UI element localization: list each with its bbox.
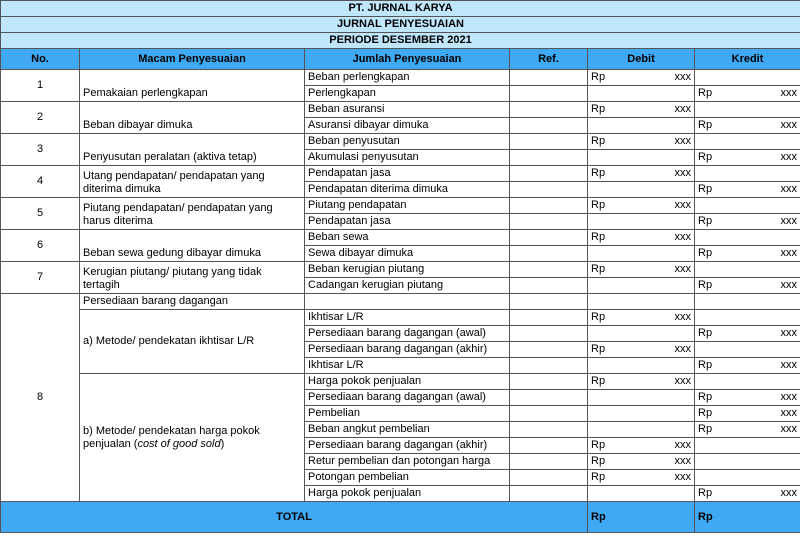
kredit-cell (695, 422, 800, 438)
account-name: Retur pembelian dan potongan harga (305, 454, 510, 470)
amount-placeholder: xxx (780, 279, 798, 291)
kredit-cell (695, 118, 800, 134)
amount-placeholder: xxx (780, 423, 798, 435)
kredit-cell (695, 230, 800, 246)
debit-cell (588, 310, 695, 326)
debit-cell (588, 214, 695, 230)
adjustment-type: Beban dibayar dimuka (80, 102, 305, 134)
kredit-cell (695, 182, 800, 198)
amount-placeholder: xxx (780, 151, 798, 163)
account-name: Beban kerugian piutang (305, 262, 510, 278)
method-text: b) Metode/ pendekatan harga pokok penjualan ( (83, 424, 260, 450)
account-name: Pendapatan jasa (305, 166, 510, 182)
amount-placeholder: xxx (780, 247, 798, 259)
currency-label: Rp (591, 199, 606, 211)
ref-cell (510, 294, 588, 310)
currency-label: Rp (591, 375, 606, 387)
ref-cell (510, 70, 588, 86)
entry-number: 3 (1, 134, 80, 166)
currency-label: Rp (591, 439, 606, 451)
kredit-cell (695, 438, 800, 454)
debit-cell (588, 230, 695, 246)
ref-cell (510, 358, 588, 374)
adjustment-type: Beban sewa gedung dibayar dimuka (80, 230, 305, 262)
table-row (1, 374, 800, 390)
debit-cell (588, 182, 695, 198)
amount-placeholder: xxx (674, 167, 691, 179)
entry-number: 5 (1, 198, 80, 230)
kredit-cell (695, 454, 800, 470)
adjustment-type: Kerugian piutang/ piutang yang tidak tertagih (80, 262, 305, 294)
amount-placeholder: xxx (780, 359, 798, 371)
currency-label: Rp (591, 167, 606, 179)
amount-placeholder: xxx (780, 215, 798, 227)
debit-cell (588, 278, 695, 294)
debit-cell (588, 486, 695, 502)
account-name: Pembelian (305, 406, 510, 422)
currency-label: Rp (698, 279, 713, 291)
amount-placeholder: xxx (780, 391, 798, 403)
ref-cell (510, 342, 588, 358)
debit-cell (588, 358, 695, 374)
currency-label: Rp (591, 471, 606, 483)
ref-cell (510, 166, 588, 182)
adjustment-type: Piutang pendapatan/ pendapatan yang harus diterima (80, 198, 305, 230)
kredit-cell (695, 134, 800, 150)
amount-placeholder: xxx (674, 231, 691, 243)
ref-cell (510, 198, 588, 214)
ref-cell (510, 230, 588, 246)
entry-number: 1 (1, 70, 80, 102)
ref-cell (510, 278, 588, 294)
account-name: Pendapatan jasa (305, 214, 510, 230)
kredit-cell (695, 278, 800, 294)
account-name: Harga pokok penjualan (305, 486, 510, 502)
debit-cell (588, 374, 695, 390)
kredit-cell (695, 102, 800, 118)
kredit-cell (695, 310, 800, 326)
currency-label: Rp (591, 311, 606, 323)
kredit-cell (695, 262, 800, 278)
ref-cell (510, 390, 588, 406)
ref-cell (510, 310, 588, 326)
adjustment-type: Utang pendapatan/ pendapatan yang diterima dimuka (80, 166, 305, 198)
currency-label: Rp (591, 103, 606, 115)
header-ref: Ref. (510, 49, 588, 70)
account-name: Persediaan barang dagangan (akhir) (305, 438, 510, 454)
kredit-cell (695, 326, 800, 342)
currency-label: Rp (698, 215, 713, 227)
debit-cell (588, 454, 695, 470)
ref-cell (510, 214, 588, 230)
account-name: Cadangan kerugian piutang (305, 278, 510, 294)
amount-placeholder: xxx (674, 343, 691, 355)
kredit-cell (695, 198, 800, 214)
table-row (1, 70, 800, 86)
debit-cell (588, 390, 695, 406)
method-label (80, 374, 305, 502)
debit-cell (588, 166, 695, 182)
currency-label: Rp (698, 183, 713, 195)
account-name: Sewa dibayar dimuka (305, 246, 510, 262)
method-label (80, 310, 305, 374)
journal-title: JURNAL PENYESUAIAN (1, 17, 800, 33)
amount-placeholder: xxx (780, 119, 798, 131)
table-row (1, 198, 800, 214)
account-name: Beban asuransi (305, 102, 510, 118)
ref-cell (510, 438, 588, 454)
currency-label: Rp (591, 231, 606, 243)
currency-label: Rp (698, 247, 713, 259)
currency-label: Rp (698, 407, 713, 419)
adjustment-type: Penyusutan peralatan (aktiva tetap) (80, 134, 305, 166)
kredit-cell (695, 342, 800, 358)
currency-label: Rp (698, 87, 713, 99)
kredit-cell (695, 406, 800, 422)
debit-cell (588, 198, 695, 214)
entry-number: 4 (1, 166, 80, 198)
method-term: cost of good sold (137, 437, 221, 450)
ref-cell (510, 422, 588, 438)
amount-placeholder: xxx (674, 471, 691, 483)
debit-cell (588, 438, 695, 454)
account-name: Piutang pendapatan (305, 198, 510, 214)
table-row (1, 294, 800, 310)
ref-cell (510, 150, 588, 166)
kredit-cell (695, 86, 800, 102)
debit-cell (588, 102, 695, 118)
account-name: Asuransi dibayar dimuka (305, 118, 510, 134)
debit-cell (588, 150, 695, 166)
adjustment-type: Persediaan barang dagangan (80, 294, 305, 310)
kredit-cell (695, 214, 800, 230)
header-no: No. (1, 49, 80, 70)
debit-cell (588, 246, 695, 262)
table-row (1, 310, 800, 326)
kredit-cell (695, 486, 800, 502)
amount-placeholder: xxx (780, 327, 798, 339)
debit-cell (588, 86, 695, 102)
total-label: TOTAL (1, 502, 588, 533)
account-name: Akumulasi penyusutan (305, 150, 510, 166)
ref-cell (510, 118, 588, 134)
table-row (1, 166, 800, 182)
kredit-cell (695, 150, 800, 166)
kredit-cell (695, 374, 800, 390)
ref-cell (510, 86, 588, 102)
account-name (305, 294, 510, 310)
kredit-cell (695, 294, 800, 310)
ref-cell (510, 374, 588, 390)
total-kredit: Rp (695, 502, 800, 533)
amount-placeholder: xxx (674, 103, 691, 115)
entry-number: 7 (1, 262, 80, 294)
header-jumlah: Jumlah Penyesuaian (305, 49, 510, 70)
amount-placeholder: xxx (674, 71, 691, 83)
ref-cell (510, 406, 588, 422)
total-row (1, 502, 800, 533)
table-row (1, 102, 800, 118)
ref-cell (510, 454, 588, 470)
method-text-end: ) (220, 437, 225, 450)
currency-label: Rp (698, 327, 713, 339)
account-name: Persediaan barang dagangan (akhir) (305, 342, 510, 358)
account-name: Harga pokok penjualan (305, 374, 510, 390)
kredit-cell (695, 470, 800, 486)
account-name: Beban penyusutan (305, 134, 510, 150)
amount-placeholder: xxx (674, 311, 691, 323)
amount-placeholder: xxx (780, 487, 798, 499)
currency-label: Rp (698, 119, 713, 131)
entry-number: 2 (1, 102, 80, 134)
ref-cell (510, 326, 588, 342)
account-name: Pendapatan diterima dimuka (305, 182, 510, 198)
account-name: Beban angkut pembelian (305, 422, 510, 438)
ref-cell (510, 246, 588, 262)
amount-placeholder: xxx (780, 183, 798, 195)
currency-label: Rp (591, 135, 606, 147)
debit-cell (588, 326, 695, 342)
period-title: PERIODE DESEMBER 2021 (1, 33, 800, 49)
account-name: Ikhtisar L/R (305, 310, 510, 326)
currency-label: Rp (591, 455, 606, 467)
amount-placeholder: xxx (674, 135, 691, 147)
entry-number: 8 (1, 294, 80, 502)
currency-label: Rp (591, 343, 606, 355)
total-debit: Rp (588, 502, 695, 533)
header-debit: Debit (588, 49, 695, 70)
ref-cell (510, 262, 588, 278)
debit-cell (588, 342, 695, 358)
debit-cell (588, 70, 695, 86)
debit-cell (588, 406, 695, 422)
ref-cell (510, 102, 588, 118)
amount-placeholder: xxx (780, 407, 798, 419)
table-row (1, 262, 800, 278)
account-name: Persediaan barang dagangan (awal) (305, 326, 510, 342)
table-row (1, 134, 800, 150)
method-text: a) Metode/ pendekatan ikhtisar L/R (83, 335, 255, 347)
ref-cell (510, 486, 588, 502)
company-title: PT. JURNAL KARYA (1, 1, 800, 17)
amount-placeholder: xxx (674, 439, 691, 451)
entry-number: 6 (1, 230, 80, 262)
ref-cell (510, 182, 588, 198)
account-name: Beban perlengkapan (305, 70, 510, 86)
account-name: Beban sewa (305, 230, 510, 246)
debit-cell (588, 262, 695, 278)
account-name: Ikhtisar L/R (305, 358, 510, 374)
header-kredit: Kredit (695, 49, 800, 70)
ref-cell (510, 470, 588, 486)
currency-label: Rp (698, 391, 713, 403)
currency-label: Rp (698, 359, 713, 371)
kredit-cell (695, 358, 800, 374)
amount-placeholder: xxx (674, 455, 691, 467)
debit-cell (588, 134, 695, 150)
currency-label: Rp (698, 487, 713, 499)
adjustment-type: Pemakaian perlengkapan (80, 70, 305, 102)
account-name: Perlengkapan (305, 86, 510, 102)
currency-label: Rp (591, 263, 606, 275)
amount-placeholder: xxx (674, 199, 691, 211)
account-name: Potongan pembelian (305, 470, 510, 486)
kredit-cell (695, 166, 800, 182)
amount-placeholder: xxx (674, 375, 691, 387)
currency-label: Rp (698, 151, 713, 163)
kredit-cell (695, 246, 800, 262)
kredit-cell (695, 70, 800, 86)
debit-cell (588, 422, 695, 438)
header-macam: Macam Penyesuaian (80, 49, 305, 70)
account-name: Persediaan barang dagangan (awal) (305, 390, 510, 406)
currency-label: Rp (698, 423, 713, 435)
ref-cell (510, 134, 588, 150)
debit-cell (588, 118, 695, 134)
amount-placeholder: xxx (780, 87, 798, 99)
table-row (1, 230, 800, 246)
debit-cell (588, 470, 695, 486)
amount-placeholder: xxx (674, 263, 691, 275)
debit-cell (588, 294, 695, 310)
currency-label: Rp (591, 71, 606, 83)
kredit-cell (695, 390, 800, 406)
